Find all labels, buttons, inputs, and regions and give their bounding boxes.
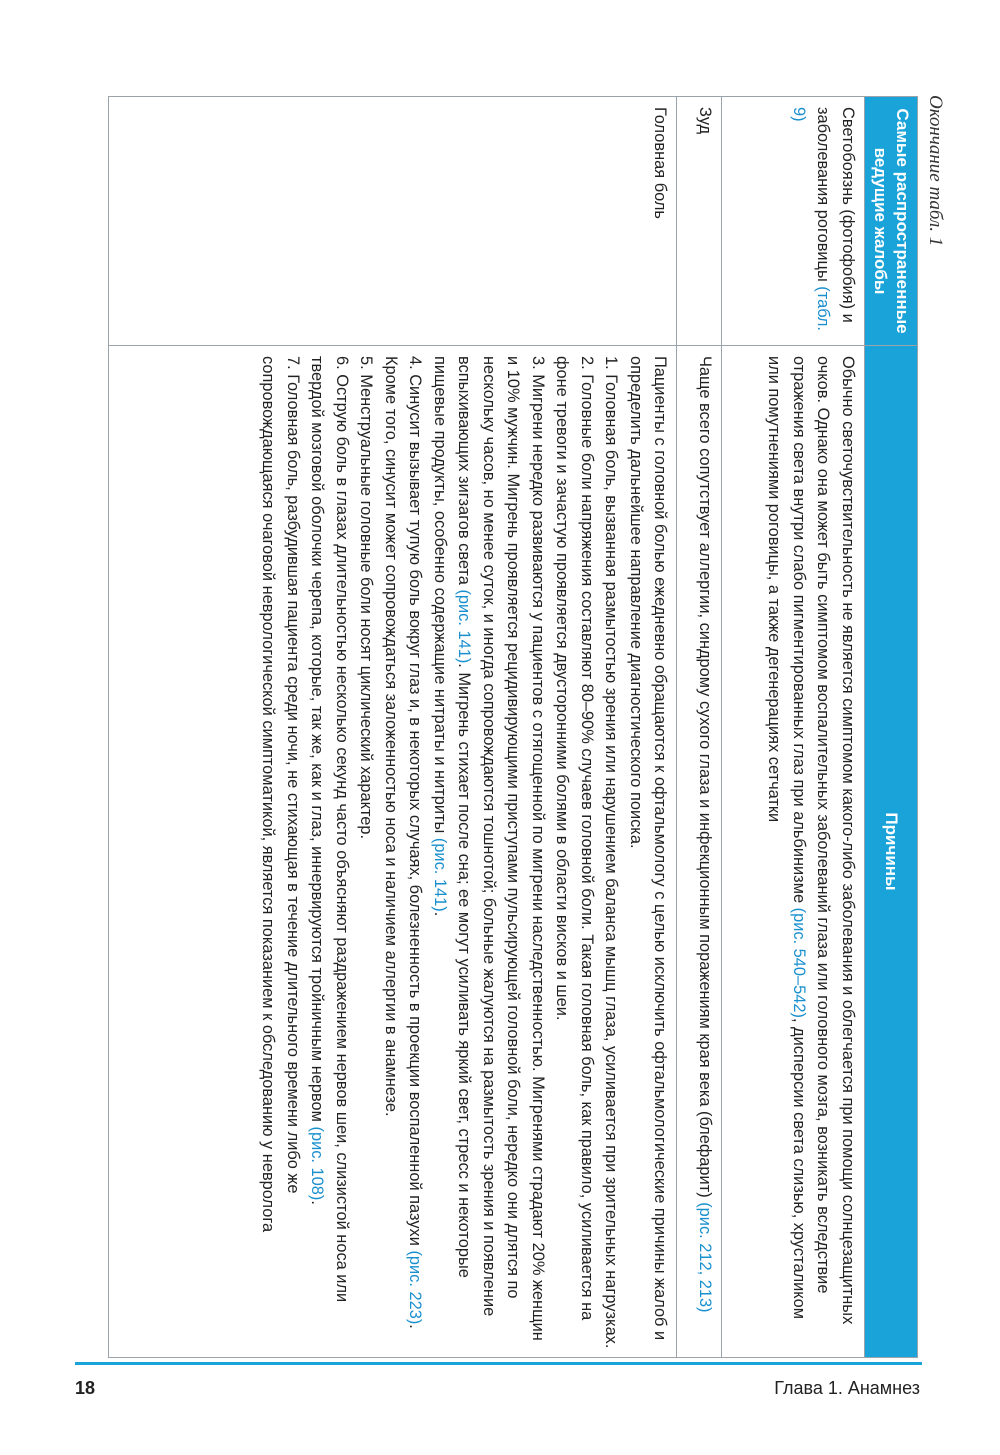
figure-ref-link[interactable]: (рис. 212, 213) [696,1202,715,1313]
causes-text: Обычно светочувствительность не является симптомом какого-либо заболевания и облегчается при помощи солнцезащитных очков. Однако она может быть симптомом воспалительных заболеваний глаза или головного мозга, возникать вследствие отражения света внутри слабо пигментированных глаз при альбинизме [790,356,857,1325]
footer-divider [75,1362,922,1365]
causes-cell [677,346,722,1358]
complaint-text: Светобоязнь (фотофобия) и заболевания роговицы [814,107,857,323]
headache-item-2: 2. Головные боли напряжения составляют 80–90% случаев головной боли. Такая головная боль, как правило, усиливается на фоне тревоги и зачастую проявляется двусторонними болями в области висков и шеи. [553,356,596,1321]
table-row [722,97,865,1358]
item-text: 6. Острую боль в глазах длительностью несколько секунд часто объясняют раздражением нервов шеи, слизистой носа или твердой мозговой оболочки черепа, которые, так же, как и глаз, иннервируются тройничным нервом [308,356,351,1303]
rotated-table-area [108,96,918,1358]
item-text: . [430,911,449,917]
figure-ref-link[interactable]: (рис. 108) [308,1126,327,1201]
table-header-row [865,97,918,1358]
table-caption-wrap [920,95,950,345]
table-row [109,97,677,1358]
complaint-text: Зуд [696,107,715,135]
chapter-title: Глава 1. Анамнез [774,1378,920,1398]
item-text: 3. Мигрени нередко развиваются у пациентов с отягощенной по мигрени наследственностью. Мигренями страдают 20% женщин и 10% мужчин. Мигрень проявляется рецидивирующими приступами пульсирующей головной боли, нередко они длятся по нескольку часов, но менее суток, и иногда сопровождаются тошнотой; больные жалуются на размытость зрения и появление вспыхивающих зигзагов света [455,356,547,1341]
headache-intro: Пациенты с головной болью ежедневно обращаются к офтальмологу с целью исключить офтальмологические причины жалоб и определить дальнейшее направление диагностического поиска. [626,356,670,1341]
item-text: 4. Синусит вызывает тупую боль вокруг глаз и, в некоторых случаях, болезненность в проекции воспаленной пазухи [406,356,425,1246]
causes-text: Чаще всего сопутствует аллергии, синдрому сухого глаза и инфекционным поражениям края века (блефарит) [696,356,715,1198]
headache-item-7: 7. Головная боль, разбудившая пациента среди ночи, не стихающая в течение длительного времени либо же сопровождающаяся очаговой неврологической симптоматикой, является показанием к обследованию у невролога [259,356,302,1233]
figure-ref-link[interactable]: (рис. 540–542) [790,907,808,1018]
header-complaints: Самые распространенные ведущие жалобы [865,97,918,346]
causes-text-continued: , дисперсии света слизью, хрусталиком или помутнениями роговицы, а также дегенерациях сетчатки [765,356,808,1320]
table-caption: Окончание табл. 1 [925,95,946,247]
headache-item-6 [305,356,354,1349]
figure-ref-link[interactable]: (рис. 141) [430,837,449,912]
causes-cell [109,346,677,1358]
headache-item-4 [378,356,427,1349]
headache-item-5: 5. Менструальные головные боли носят циклический характер. [357,356,376,840]
header-causes: Причины [865,346,918,1358]
headache-item-1: 1. Головная боль, вызванная размытостью зрения или нарушением баланса мышц глаза, усиливается при зрительных нагрузках. [602,356,621,1349]
headache-item-3 [427,356,550,1349]
item-text: . [308,1200,327,1205]
causes-cell [722,346,865,1358]
complaint-text: Головная боль [651,107,670,219]
complaint-cell [109,97,677,346]
complaint-ref-link[interactable]: (табл. 9) [790,107,833,331]
item-text: . Кроме того, синусит может сопровождаться заложенностью носа и наличием аллергии в анамнезе. [381,356,425,1329]
item-text: . Мигрень стихает после сна; ее могут усиливать яркий свет, стресс и некоторые пищевые продукты, особенно содержащие нитраты и нитриты [430,356,474,1278]
page-number: 18 [75,1378,96,1398]
figure-ref-link[interactable]: (рис. 223) [406,1250,425,1325]
complaint-cell [722,97,865,346]
table-row [677,97,722,1358]
figure-ref-link[interactable]: (рис. 141) [455,589,474,664]
complaint-cell [677,97,722,346]
complaints-table [108,96,918,1358]
table-container [108,96,918,1358]
